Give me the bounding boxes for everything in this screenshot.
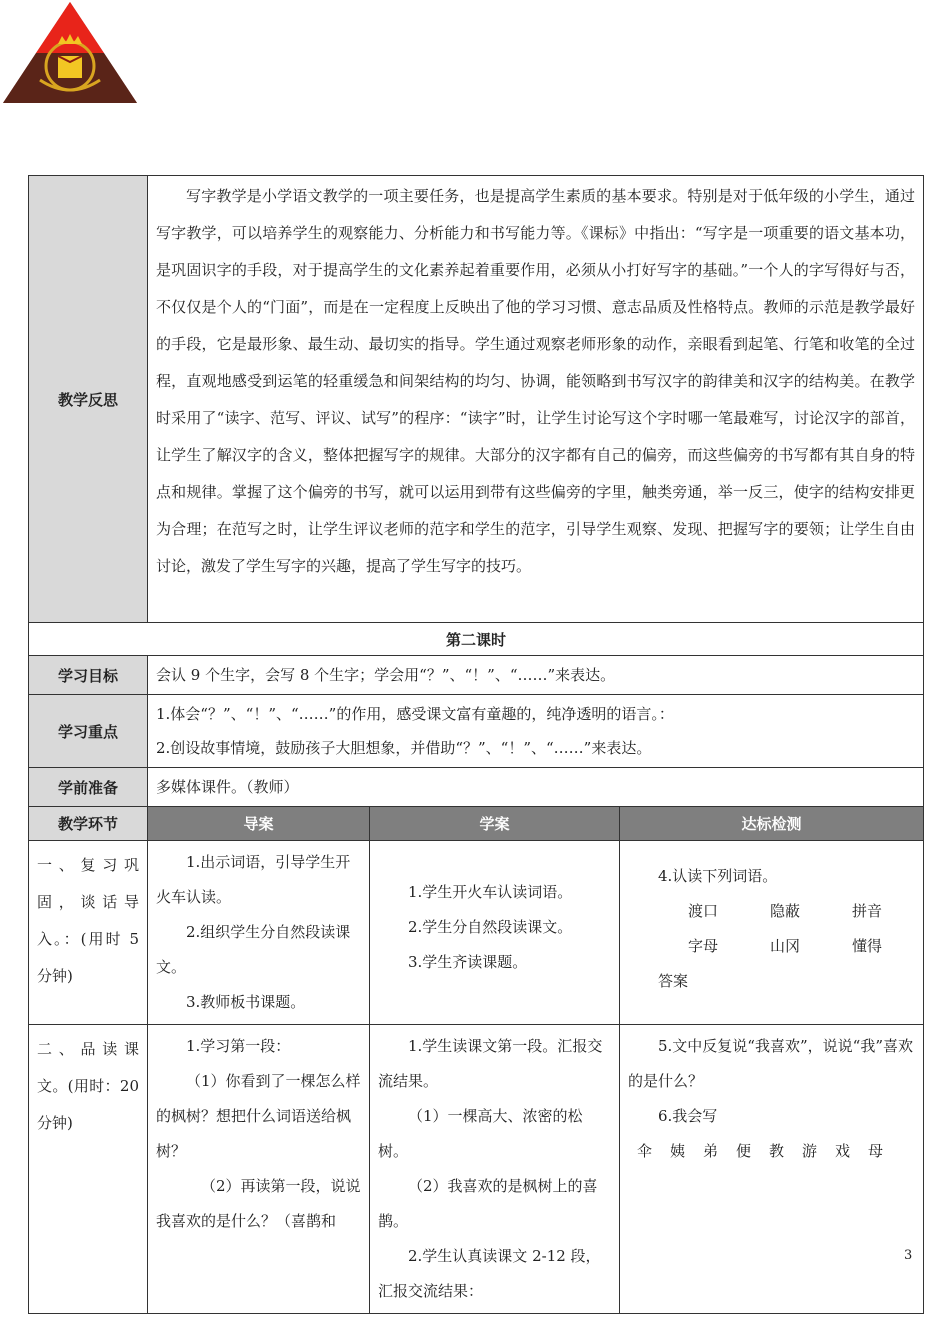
char: 戏 <box>834 1142 850 1160</box>
key-item: 1.体会“？”、“！”、“……”的作用，感受课文富有童趣的，纯净透明的语言。： <box>156 705 674 723</box>
header-study: 学案 <box>370 807 620 841</box>
guide-item: （2）再读第一段，说说我喜欢的是什么？（喜鹊和 <box>156 1177 361 1230</box>
key-label: 学习重点 <box>29 695 148 768</box>
char: 弟 <box>702 1142 718 1160</box>
lesson-plan-table <box>28 175 924 1314</box>
stage-2: 二、品读课文。(用时：20 分钟) <box>29 1025 148 1314</box>
header-check: 达标检测 <box>620 807 924 841</box>
header-guide: 导案 <box>148 807 370 841</box>
stage-1: 一、复习巩固，谈话导入。：(用时 5 分钟) <box>29 841 148 1025</box>
study-item: （1）一棵高大、浓密的松树。 <box>378 1107 583 1160</box>
reflection-label: 教学反思 <box>29 176 148 623</box>
check-question: 5.文中反复说“我喜欢”，说说“我”喜欢的是什么？ <box>628 1037 913 1090</box>
study-item: 1.学生读课文第一段。汇报交流结果。 <box>378 1037 603 1090</box>
check-write: 6.我会写 <box>658 1107 718 1125</box>
reflection-text: 写字教学是小学语文教学的一项主要任务，也是提高学生素质的基本要求。特别是对于低年级的小学生，通过写字教学，可以培养学生的观察能力、分析能力和书写能力等。《课标》中指出：“写字是一项重要的语文基本功，是巩固识字的手段，对于提高学生的文化素养起着重要作用，必须从小打好写字的基础。”一个人的字写得好与否，不仅仅是个人的“门面”，而是在一定程度上反映出了他的学习习惯、意志品质及性格特点。教师的示范是教学最好的手段，它是最形象、最生动、最切实的指导。学生通过观察老师形象的动作，亲眼看到起笔、行笔和收笔的全过程，直观地感受到运笔的轻重缓急和间架结构的均匀、协调，能领略到书写汉字的韵律美和汉字的结构美。在教学时采用了“读字、范写、评议、试写”的程序：“读字”时，让学生讨论写这个字时哪一笔最难写，讨论汉字的部首，让学生了解汉字的含义，整体把握写字的规律。大部分的汉字都有自己的偏旁，而这些偏旁的书写都有其自身的特点和规律。掌握了这个偏旁的书写，就可以运用到带有这些偏旁的字里，触类旁通，举一反三，使字的结构安排更为合理；在范写之时，让学生评议老师的范字和学生的范字，引导学生观察、发现、把握写字的要领；让学生自由讨论，激发了学生写字的兴趣，提高了学生写字的技巧。 <box>156 187 916 575</box>
guide-item: （1）你看到了一棵怎么样的枫树？想把什么词语送给枫树？ <box>156 1072 361 1160</box>
check-title: 4.认读下列词语。 <box>658 867 778 885</box>
word-list <box>628 929 915 964</box>
word: 懂得 <box>852 937 883 955</box>
page-number: 3 <box>904 1248 913 1263</box>
goal-label: 学习目标 <box>29 656 148 695</box>
char: 教 <box>768 1142 784 1160</box>
study-item: 2.学生分自然段读课文。 <box>408 918 573 936</box>
school-logo <box>0 0 140 106</box>
key-item: 2.创设故事情境，鼓励孩子大胆想象，并借助“？”、“！”、“……”来表达。 <box>156 739 652 757</box>
header-stage: 教学环节 <box>29 807 148 841</box>
prep-label: 学前准备 <box>29 768 148 807</box>
prep-text: 多媒体课件。（教师） <box>148 768 924 807</box>
word: 山冈 <box>770 937 801 955</box>
word: 字母 <box>688 937 719 955</box>
char: 伞 <box>636 1142 652 1160</box>
char: 游 <box>801 1142 817 1160</box>
goal-text: 会认 9 个生字，会写 8 个生字；学会用“？”、“！”、“……”来表达。 <box>148 656 924 695</box>
guide-item: 3.教师板书课题。 <box>186 993 306 1011</box>
word: 渡口 <box>688 902 719 920</box>
word: 拼音 <box>852 902 883 920</box>
answer-link: 答案 <box>658 972 689 990</box>
study-item: 1.学生开火车认读词语。 <box>408 883 573 901</box>
char: 姨 <box>669 1142 685 1160</box>
char: 便 <box>735 1142 751 1160</box>
word: 隐蔽 <box>770 902 801 920</box>
guide-item: 1.学习第一段： <box>186 1037 291 1055</box>
study-item: 2.学生认真读课文 2-12 段，汇报交流结果： <box>378 1247 601 1300</box>
char: 母 <box>867 1142 883 1160</box>
char-list <box>628 1134 915 1169</box>
study-item: （2）我喜欢的是枫树上的喜鹊。 <box>378 1177 598 1230</box>
study-item: 3.学生齐读课题。 <box>408 953 528 971</box>
guide-item: 1.出示词语，引导学生开火车认读。 <box>156 853 351 906</box>
section-title: 第二课时 <box>29 623 924 656</box>
word-list <box>628 894 915 929</box>
guide-item: 2.组织学生分自然段读课文。 <box>156 923 351 976</box>
